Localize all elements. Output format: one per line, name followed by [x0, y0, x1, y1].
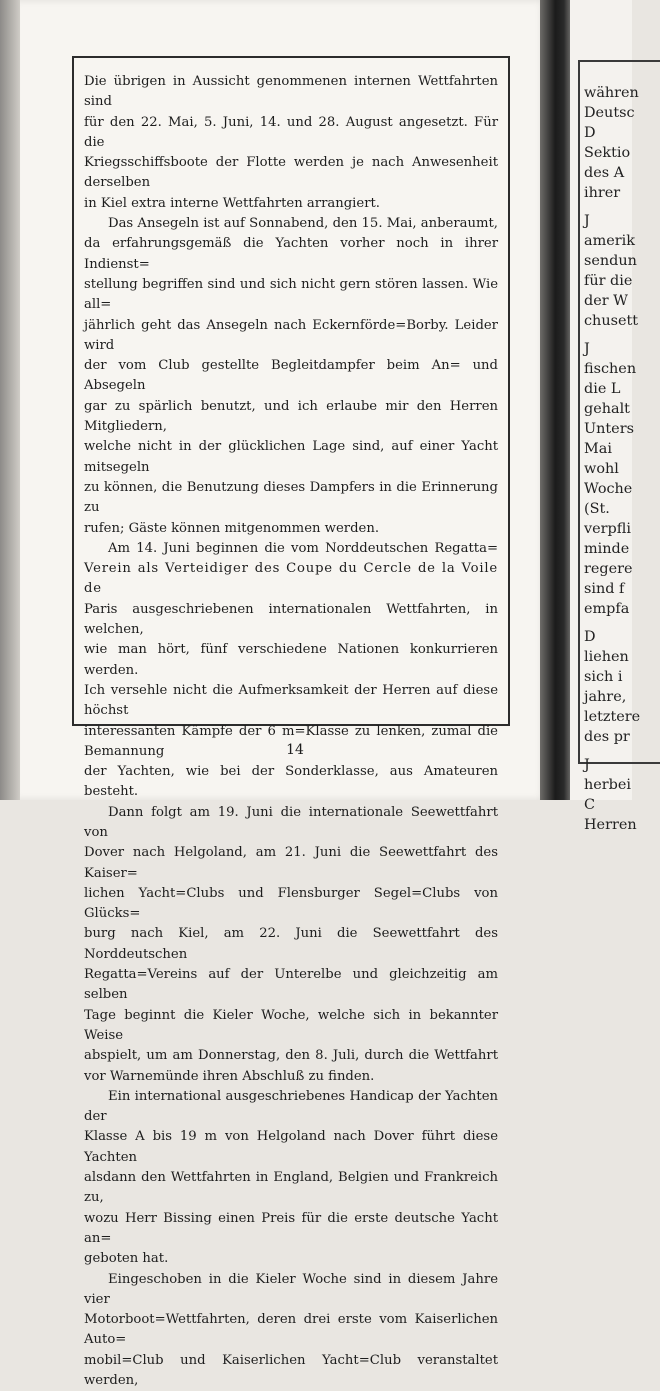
text-line: lichen Yacht=Clubs und Flensburger Segel=Clubs von Glücks=: [84, 885, 498, 922]
next-page-fragment: jahre,: [584, 689, 627, 705]
next-page-fragment: regere: [584, 561, 633, 577]
text-line: interessanten Kämpfe der 6 m=Klasse zu lenken, zumal die Bemannung: [84, 723, 498, 759]
next-page-fragment: gehalt: [584, 401, 630, 417]
next-page-fragment: Deutsc: [584, 105, 635, 121]
next-page-fragment: C: [584, 797, 596, 813]
text-line: geboten hat.: [84, 1251, 169, 1267]
book-gutter: [540, 0, 574, 800]
text-line: mobil=Club und Kaiserlichen Yacht=Club veranstaltet werden,: [84, 1352, 498, 1388]
next-page-fragment: Herren: [584, 817, 637, 833]
next-page-fragment: Woche: [584, 481, 633, 497]
text-line: burg nach Kiel, am 22. Juni die Seewettfahrt des Norddeutschen: [84, 926, 498, 962]
text-line: abspielt, um am Donnerstag, den 8. Juli, durch die Wettfahrt: [84, 1048, 498, 1064]
next-page-fragment: chusett: [584, 313, 639, 329]
text-line: der Yachten, wie bei der Sonderklasse, aus Amateuren besteht.: [84, 764, 498, 800]
next-page-fragment: minde: [584, 541, 630, 557]
next-page-fragment: liehen: [584, 649, 629, 665]
next-page-fragment: Sektio: [584, 145, 631, 161]
next-page-fragment: ihrer: [584, 185, 621, 201]
text-line: Motorboot=Wettfahrten, deren drei erste vom Kaiserlichen Auto=: [84, 1312, 498, 1348]
next-page-fragment: fischen: [584, 361, 637, 377]
text-line: Die übrigen in Aussicht genommenen internen Wettfahrten sind: [84, 74, 498, 110]
text-line: alsdann den Wettfahrten in England, Belgien und Frankreich zu,: [84, 1170, 498, 1206]
text-line: Eingeschoben in die Kieler Woche sind in diesem Jahre vier: [84, 1271, 498, 1307]
next-page-fragment: sendun: [584, 253, 637, 269]
text-line: in Kiel extra interne Wettfahrten arrangiert.: [84, 195, 380, 211]
next-page-fragment: letztere: [584, 709, 641, 725]
text-line: Paris ausgeschriebenen internationalen Wettfahrten, in welchen,: [84, 601, 498, 638]
text-line: Dann folgt am 19. Juni die internationale Seewettfahrt von: [84, 804, 498, 840]
text-line: Tage beginnt die Kieler Woche, welche sich in bekannter Weise: [84, 1007, 498, 1043]
next-page-fragment: Unters: [584, 421, 634, 437]
next-page-fragment: amerik: [584, 233, 635, 249]
next-page-fragment: Mai: [584, 441, 612, 457]
text-line: stellung begriffen sind und sich nicht gern stören lassen. Wie all=: [84, 276, 498, 313]
text-line: jährlich geht das Ansegeln nach Eckernförde=Borby. Leider wird: [84, 317, 498, 353]
next-page-fragment: verpfli: [584, 521, 631, 537]
text-line: für den 22. Mai, 5. Juni, 14. und 28. August angesetzt. Für die: [84, 114, 498, 150]
text-line: wie man hört, fünf verschiedene Nationen konkurrieren werden.: [84, 642, 498, 678]
next-page-fragment: D: [584, 125, 596, 141]
text-line: vor Warnemünde ihren Abschluß zu finden.: [84, 1068, 375, 1084]
text-line: Dover nach Helgoland, am 21. Juni die Seewettfahrt des Kaiser=: [84, 845, 498, 881]
text-line: Verein als Verteidiger des Coupe du Cercle de la Voile de: [84, 561, 498, 597]
text-line: wozu Herr Bissing einen Preis für die erste deutsche Yacht an=: [84, 1210, 498, 1246]
text-line: zu können, die Benutzung dieses Dampfers in die Erinnerung zu: [84, 479, 498, 516]
text-line: Ein international ausgeschriebenes Handicap der Yachten der: [84, 1088, 498, 1125]
next-page-fragment: die L: [584, 381, 621, 397]
next-page-fragment: empfa: [584, 601, 630, 617]
text-line: welche nicht in der glücklichen Lage sind, auf einer Yacht mitsegeln: [84, 439, 498, 475]
text-line: gar zu spärlich benutzt, und ich erlaube mir den Herren Mitgliedern,: [84, 398, 498, 435]
next-page-fragment: J: [584, 341, 590, 357]
next-page-fragment: des A: [584, 165, 625, 181]
next-page-fragment: D: [584, 629, 596, 645]
next-page-fragment: herbei: [584, 777, 631, 793]
next-page-fragment: wohl: [584, 461, 619, 477]
text-line: Am 14. Juni beginnen die vom Norddeutschen Regatta=: [108, 540, 498, 556]
next-page-fragment: (St.: [584, 501, 610, 517]
next-page-fragment: J: [584, 213, 590, 229]
text-line: rufen; Gäste können mitgenommen werden.: [84, 520, 380, 536]
text-line: Ich versehle nicht die Aufmerksamkeit der Herren auf diese höchst: [84, 682, 498, 719]
next-page-fragment: währen: [584, 85, 639, 101]
page-text: [84, 72, 498, 1391]
text-line: da erfahrungsgemäß die Yachten vorher noch in ihrer Indienst=: [84, 236, 498, 272]
next-page-fragment: der W: [584, 293, 628, 309]
text-line: Klasse A bis 19 m von Helgoland nach Dover führt diese Yachten: [84, 1129, 498, 1165]
text-line: Kriegsschiffsboote der Flotte werden je nach Anwesenheit derselben: [84, 155, 498, 191]
text-line: Regatta=Vereins auf der Unterelbe und gleichzeitig am selben: [84, 967, 498, 1003]
next-page-fragment: J: [584, 757, 590, 773]
page-number: 14: [286, 742, 304, 758]
next-page-fragment: sich i: [584, 669, 623, 685]
next-page-fragment: sind f: [584, 581, 625, 597]
text-line: Das Ansegeln ist auf Sonnabend, den 15. Mai, anberaumt,: [108, 216, 498, 232]
text-line: der vom Club gestellte Begleitdampfer beim An= und Absegeln: [84, 358, 498, 394]
next-page-edge: [570, 0, 641, 833]
next-page-fragment: des pr: [584, 729, 630, 745]
next-page-fragment: für die: [584, 273, 633, 289]
